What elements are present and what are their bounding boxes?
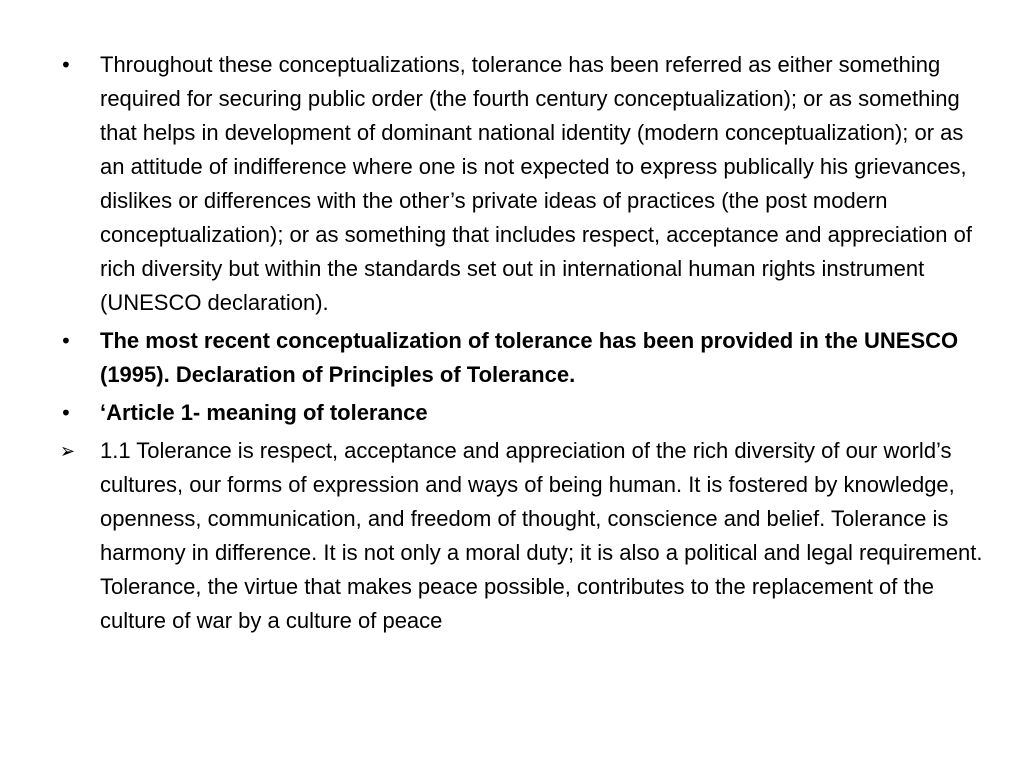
bullet-dot-icon: • — [60, 401, 72, 425]
bullet-text: The most recent conceptualization of tolerance has been provided in the UNESCO (1995). Declaration of Principles of Tolerance. — [100, 328, 959, 387]
bullet-list — [60, 48, 984, 638]
bullet-item-article-definition — [60, 434, 984, 638]
bullet-text: 1.1 Tolerance is respect, acceptance and appreciation of the rich diversity of our world’s cultures, our forms of expression and ways of being human. It is fostered by knowledge, openness, communication, and freedom of thought, conscience and belief. Tolerance is harmony in difference. It is not only a moral duty; it is also a political and legal requirement. Tolerance, the virtue that makes peace possible, contributes to the replacement of the culture of war by a culture of peace — [100, 438, 983, 633]
bullet-text: ‘Article 1- meaning of tolerance — [100, 400, 428, 425]
bullet-text: Throughout these conceptualizations, tolerance has been referred as either something required for securing public order (the fourth century conceptualization); or as something that helps in development of dominant national identity (modern conceptualization); or as an attitude of indifference where one is not expected to express publically his grievances, dislikes or differences with the other’s private ideas of practices (the post modern conceptualization); or as something that includes respect, acceptance and appreciation of rich diversity but within the standards set out in international human rights instrument (UNESCO declaration). — [100, 52, 972, 315]
arrow-bullet-icon: ➢ — [60, 439, 75, 463]
bullet-dot-icon: • — [60, 53, 72, 77]
bullet-item-conceptualizations — [60, 48, 984, 320]
bullet-item-article-heading — [60, 396, 984, 430]
bullet-dot-icon: • — [60, 329, 72, 353]
bullet-item-recent-conceptualization — [60, 324, 984, 392]
